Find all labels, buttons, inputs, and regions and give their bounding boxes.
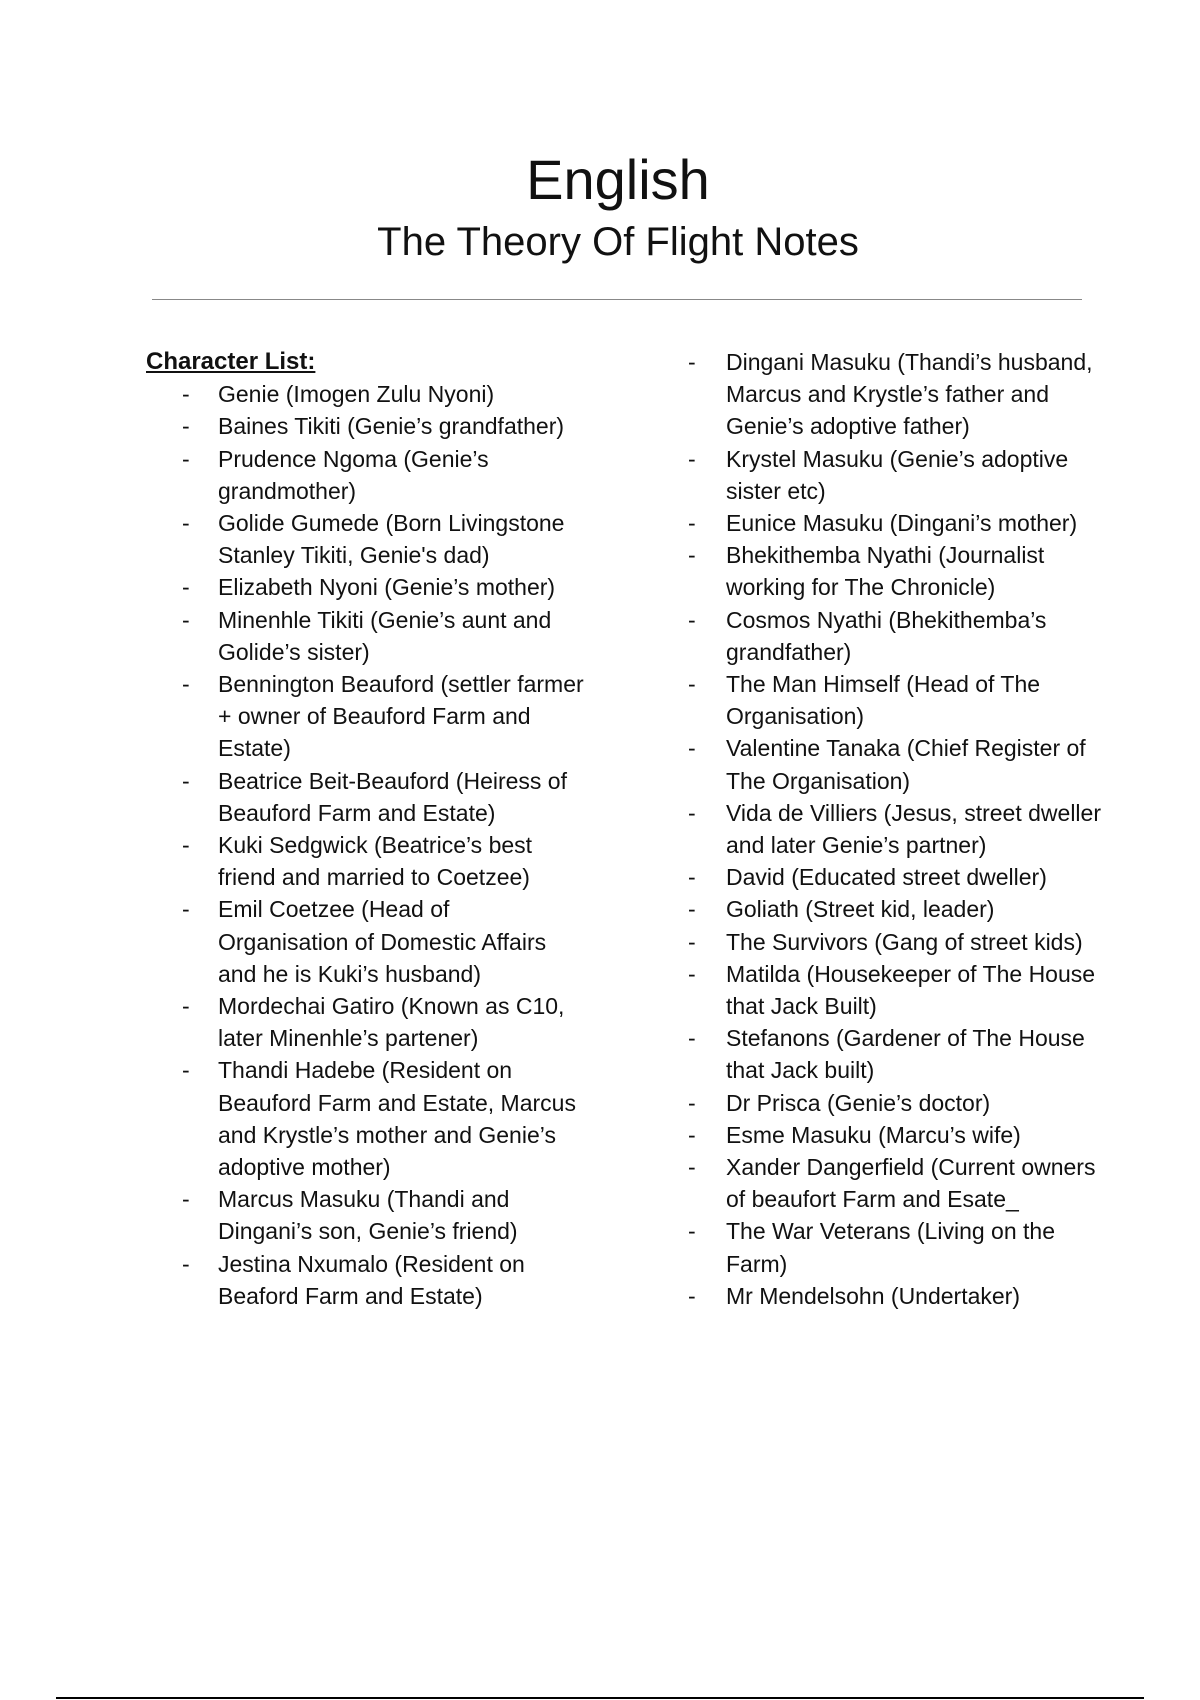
character-list-item (688, 926, 1108, 958)
character-entry-text: Vida de Villiers (Jesus, street dweller and later Genie’s partner) (726, 799, 1101, 859)
character-list-item (688, 1022, 1108, 1086)
character-entry-text: Bennington Beauford (settler farmer + owner of Beauford Farm and Estate) (218, 671, 584, 762)
page-bottom-edge (56, 1697, 1144, 1699)
list-dash-marker: - (688, 671, 696, 698)
character-entry-text: Eunice Masuku (Dingani’s mother) (726, 510, 1078, 537)
character-list-item (146, 410, 586, 442)
list-dash-marker: - (688, 1154, 696, 1181)
character-list-item (146, 1248, 586, 1312)
character-entry-text: The Man Himself (Head of The Organisation) (726, 671, 1041, 730)
character-entry-text: Jestina Nxumalo (Resident on Beaford Farm and Estate) (218, 1250, 525, 1309)
character-list-item (146, 604, 586, 668)
character-list-item (146, 378, 586, 410)
character-entry-text: Kuki Sedgwick (Beatrice’s best friend and married to Coetzee) (218, 832, 533, 891)
list-dash-marker: - (688, 960, 696, 987)
character-list-item (688, 507, 1108, 539)
character-list-item (688, 539, 1108, 603)
character-entry-text: Prudence Ngoma (Genie’s grandmother) (218, 445, 489, 504)
list-dash-marker: - (688, 1089, 696, 1116)
character-entry-text: Minenhle Tikiti (Genie’s aunt and Golide’s sister) (218, 606, 552, 665)
character-list-item (146, 765, 586, 829)
character-entry-text: Marcus Masuku (Thandi and Dingani’s son, Genie’s friend) (218, 1186, 518, 1245)
character-entry-text: Esme Masuku (Marcu’s wife) (726, 1121, 1021, 1148)
header-divider (152, 299, 1082, 300)
list-dash-marker: - (182, 671, 190, 698)
character-list-item (688, 958, 1108, 1022)
character-list-item (146, 668, 586, 765)
list-dash-marker: - (182, 1250, 190, 1277)
character-entry-text: Xander Dangerfield (Current owners of beaufort Farm and Esate_ (726, 1154, 1096, 1213)
list-dash-marker: - (182, 510, 190, 537)
character-entry-text: Golide Gumede (Born Livingstone Stanley Tikiti, Genie's dad) (218, 510, 565, 569)
character-entry-text: Thandi Hadebe (Resident on Beauford Farm and Estate, Marcus and Krystle’s mother and Genie’s adoptive mother) (218, 1057, 576, 1181)
list-dash-marker: - (182, 1186, 190, 1213)
character-list-item (688, 604, 1108, 668)
character-entry-text: Emil Coetzee (Head of Organisation of Domestic Affairs and he is Kuki’s husband) (218, 896, 547, 987)
character-list-heading: Character List: (146, 348, 316, 375)
character-entry-text: The War Veterans (Living on the Farm) (726, 1218, 1055, 1277)
character-list-item (688, 1087, 1108, 1119)
page-subtitle: The Theory Of Flight Notes (377, 220, 859, 264)
character-list-item (688, 1215, 1108, 1279)
character-entry-text: Dr Prisca (Genie’s doctor) (726, 1089, 991, 1116)
list-dash-marker: - (688, 542, 696, 569)
character-entry-text: David (Educated street dweller) (726, 864, 1047, 891)
list-dash-marker: - (688, 1025, 696, 1052)
list-dash-marker: - (182, 381, 190, 408)
character-list-item (688, 668, 1108, 732)
character-list-item (688, 1119, 1108, 1151)
list-dash-marker: - (182, 767, 190, 794)
character-list-item (146, 571, 586, 603)
list-dash-marker: - (182, 606, 190, 633)
character-list-item (146, 1183, 586, 1247)
list-dash-marker: - (182, 445, 190, 472)
character-list-item (146, 443, 586, 507)
character-entry-text: Baines Tikiti (Genie’s grandfather) (218, 413, 565, 440)
list-dash-marker: - (688, 896, 696, 923)
list-dash-marker: - (688, 1218, 696, 1245)
character-list-right (688, 346, 1108, 1312)
list-dash-marker: - (688, 1121, 696, 1148)
list-dash-marker: - (182, 993, 190, 1020)
list-dash-marker: - (688, 735, 696, 762)
list-dash-marker: - (182, 832, 190, 859)
character-list-item (146, 507, 586, 571)
character-entry-text: Genie (Imogen Zulu Nyoni) (218, 381, 495, 408)
list-dash-marker: - (688, 349, 696, 375)
character-entry-text: Elizabeth Nyoni (Genie’s mother) (218, 574, 556, 601)
character-entry-text: Matilda (Housekeeper of The House that Jack Built) (726, 960, 1096, 1020)
character-entry-text: Dingani Masuku (Thandi’s husband, Marcus and Krystle’s father and Genie’s adoptive father) (726, 349, 1093, 440)
character-list-left (146, 378, 586, 1312)
character-list-item (688, 443, 1108, 507)
page-title: English (526, 148, 710, 211)
list-dash-marker: - (182, 1057, 190, 1084)
character-list-item (146, 829, 586, 893)
list-dash-marker: - (182, 896, 190, 923)
character-list-item (688, 1151, 1108, 1215)
list-dash-marker: - (688, 799, 696, 826)
character-list-item (688, 346, 1108, 443)
list-dash-marker: - (182, 413, 190, 440)
list-dash-marker: - (688, 928, 696, 955)
character-list-item (146, 1054, 586, 1183)
character-list-item (146, 893, 586, 990)
character-entry-text: Mordechai Gatiro (Known as C10, later Minenhle’s partener) (218, 993, 565, 1052)
list-dash-marker: - (688, 510, 696, 537)
character-entry-text: Bhekithemba Nyathi (Journalist working for The Chronicle) (726, 542, 1045, 601)
character-list-item (688, 797, 1108, 861)
character-entry-text: Beatrice Beit-Beauford (Heiress of Beauford Farm and Estate) (218, 767, 567, 826)
list-dash-marker: - (688, 445, 696, 472)
list-dash-marker: - (688, 606, 696, 633)
character-entry-text: Goliath (Street kid, leader) (726, 896, 995, 923)
character-list-item (146, 990, 586, 1054)
list-dash-marker: - (182, 574, 190, 601)
list-dash-marker: - (688, 1282, 696, 1309)
character-entry-text: Stefanons (Gardener of The House that Jack built) (726, 1025, 1085, 1084)
character-list-left-column (146, 346, 586, 1312)
character-entry-text: Valentine Tanaka (Chief Register of The Organisation) (726, 735, 1086, 794)
character-list-right-column (688, 346, 1108, 1312)
character-list-item (688, 732, 1108, 796)
character-entry-text: Mr Mendelsohn (Undertaker) (726, 1282, 1021, 1309)
character-list-item (688, 1280, 1108, 1312)
list-dash-marker: - (688, 864, 696, 891)
character-entry-text: Cosmos Nyathi (Bhekithemba’s grandfather) (726, 606, 1047, 665)
character-entry-text: Krystel Masuku (Genie’s adoptive sister etc) (726, 445, 1069, 504)
character-list-item (688, 893, 1108, 925)
character-entry-text: The Survivors (Gang of street kids) (726, 928, 1083, 955)
character-list-item (688, 861, 1108, 893)
